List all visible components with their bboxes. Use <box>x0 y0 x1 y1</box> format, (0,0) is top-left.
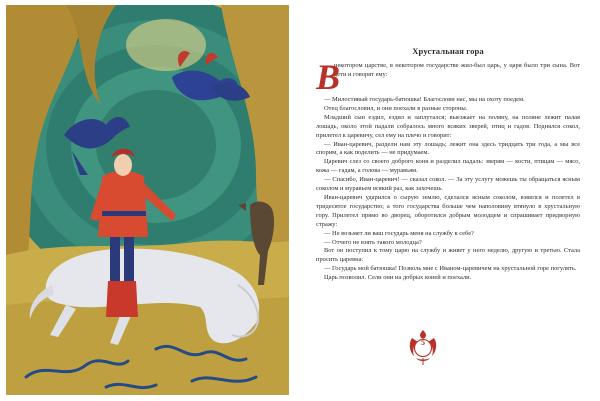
paragraph: Младший сын ездил, ездил и заплутался; выезжает на поляну, на поляне лежит палая лошадь, около этой падали собралось много всяких зверей, птиц и гадов. Поднялся сокол, прилетел к царевичу, сел ему на плечо и говорит: <box>316 113 580 139</box>
illustration-art <box>6 5 289 395</box>
paragraph: — Государь мой батюшка! Позволь мне с Иваном-царевичем на хрустальной горе погулять. <box>324 265 577 273</box>
paragraph: — Не возьмет ли ваш государь меня на службу к себе? <box>324 229 474 237</box>
illustration <box>6 5 289 395</box>
ornament-icon <box>408 328 438 366</box>
story-title: Хрустальная гора <box>412 46 484 56</box>
paragraph: — Иван-царевич, раздели нам эту лошадь; лежит она здесь тридцать три года, а мы все спорим, а как поделить — не придумаем. <box>316 140 580 157</box>
text-page <box>316 46 580 283</box>
paragraph: — Спасибо, Иван-царевич! — сказал сокол. — За эту услугу можешь ты обращаться ясным соколом и муравьем всякий раз, как захочешь. <box>316 176 580 193</box>
paragraph: Царевич слез со своего доброго коня и разделил падаль: зверям — кости, птицам — мясо, кожа — гадам, а голова — муравьям. <box>316 158 580 175</box>
page-number: 5 <box>421 338 425 347</box>
paragraph: — Милостивый государь-батюшка! Благослови нас, мы на охоту поедем. <box>324 96 525 103</box>
opening-paragraph <box>316 57 580 97</box>
paragraph: некотором царстве, в некотором государстве жил-был царь, у царя было три сына. Вот дети и говорят ему: <box>334 62 580 78</box>
paragraph: Царь позволил. Сели они на добрых коней и поехали. <box>324 274 472 282</box>
paragraph: — Отчего не взять такого молодца? <box>324 238 422 246</box>
paragraph: Отец благословил, и они поехали в разные стороны. <box>324 104 468 112</box>
paragraph: Иван-царевич ударился о сырую землю, сделался ясным соколом, взвился и полетел в тридесятое государство; а того государства больше чем наполовину втянуло в хрустальную гору. Прилетел прямо во дворец, оборотился добрым молодцем и спрашивает придворную стражу: <box>316 193 580 228</box>
drop-cap: В <box>316 57 341 97</box>
page-number-ornament <box>408 328 438 366</box>
paragraph: Вот он поступил к тому царю на службу и живет у него неделю, другую и третью. Стала просить царевна: <box>316 247 580 264</box>
